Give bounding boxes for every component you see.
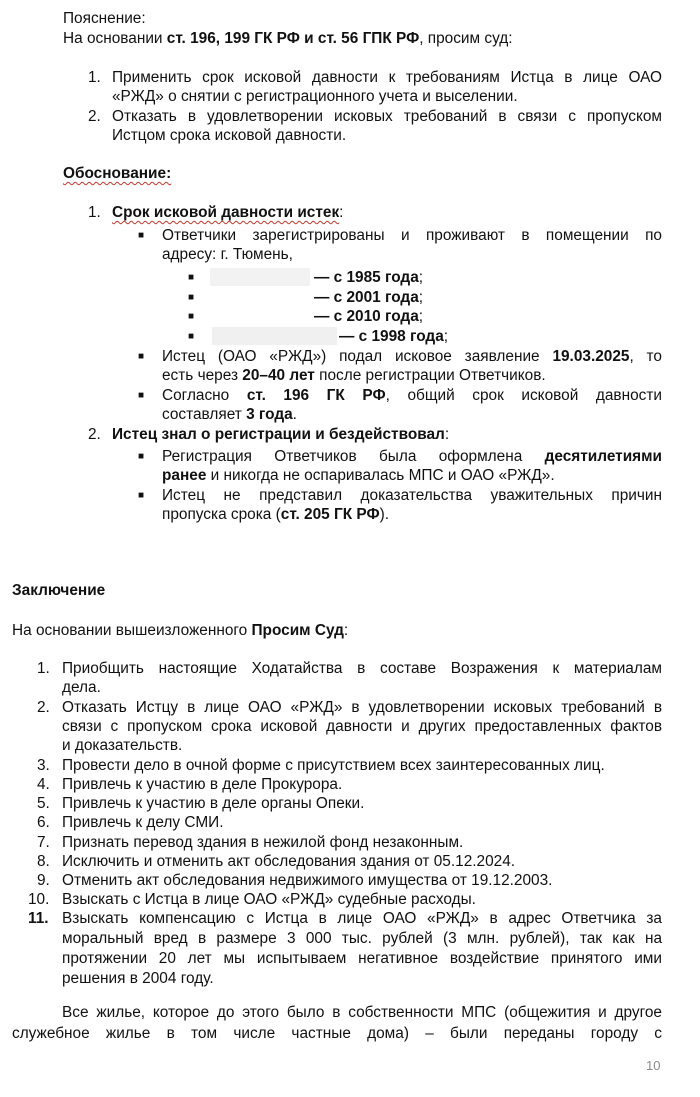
explanation-intro: На основании ст. 196, 199 ГК РФ и ст. 56 ГПК РФ, просим суд: bbox=[63, 30, 513, 47]
conclusion-item-number: 8. bbox=[37, 853, 50, 870]
conclusion-item-text: Отменить акт обследования недвижимого имущества от 19.12.2003. bbox=[62, 872, 553, 889]
conclusion-item-text: протяжении 20 лет мы испытываем негативное воздействие принятого ими bbox=[62, 950, 662, 967]
redaction-box bbox=[212, 327, 337, 345]
redaction-box bbox=[312, 246, 422, 263]
redaction-box bbox=[210, 268, 310, 286]
closing-paragraph: Все жилье, которое до этого было в собственности МПС (общежития и другое bbox=[62, 1004, 662, 1021]
conclusion-item-number: 11. bbox=[28, 910, 49, 927]
conclusion-item-text: Исключить и отменить акт обследования здания от 05.12.2024. bbox=[62, 853, 516, 870]
resident-entry: — с 2010 года; bbox=[314, 308, 424, 325]
bullet-text: Истец не представил доказательства уважительных причин bbox=[162, 487, 662, 504]
bullet-icon: ■ bbox=[138, 351, 145, 362]
section2-title: Истец знал о регистрации и бездействовал: bbox=[112, 426, 450, 443]
conclusion-item-number: 10. bbox=[28, 891, 50, 908]
conclusion-item-number: 7. bbox=[37, 834, 50, 851]
bullet-text: ранее и никогда не оспаривалась МПС и ОАО «РЖД». bbox=[162, 467, 555, 484]
bullet-icon: ■ bbox=[138, 390, 145, 401]
bullet-text: есть через 20–40 лет после регистрации Ответчиков. bbox=[162, 367, 546, 384]
conclusion-item-number: 6. bbox=[37, 814, 50, 831]
explanation-item-text: Применить срок исковой давности к требованиям Истца в лице ОАО bbox=[112, 69, 662, 86]
bullet-text: Истец (ОАО «РЖД») подал исковое заявление 19.03.2025, то bbox=[162, 348, 662, 365]
bullet-text: адресу: г. Тюмень, bbox=[162, 246, 293, 263]
resident-entry: — с 1985 года; bbox=[314, 269, 424, 286]
conclusion-item-number: 3. bbox=[37, 757, 50, 774]
conclusion-item-text: Взыскать компенсацию с Истца в лице ОАО «РЖД» в адрес Ответчика за bbox=[62, 910, 662, 927]
sub-bullet-icon: ■ bbox=[188, 311, 195, 322]
conclusion-item-text: и доказательств. bbox=[62, 737, 183, 754]
explanation-item-text: Истцом срока исковой давности. bbox=[112, 127, 347, 144]
bullet-icon: ■ bbox=[138, 230, 145, 241]
conclusion-title: Заключение bbox=[12, 582, 106, 599]
explanation-title: Пояснение: bbox=[63, 10, 146, 27]
explanation-item-number: 2. bbox=[88, 108, 101, 125]
conclusion-item-text: Привлечь к делу СМИ. bbox=[62, 814, 224, 831]
section-number: 2. bbox=[88, 426, 101, 443]
conclusion-item-number: 2. bbox=[37, 699, 50, 716]
conclusion-item-text: дела. bbox=[62, 679, 101, 696]
conclusion-item-text: моральный вред в размере 3 000 тыс. рублей (3 млн. рублей), так как на bbox=[62, 930, 662, 947]
bullet-text: Согласно ст. 196 ГК РФ, общий срок исковой давности bbox=[162, 387, 662, 404]
explanation-item-text: «РЖД» о снятии с регистрационного учета и выселении. bbox=[112, 88, 518, 105]
explanation-item-text: Отказать в удовлетворении исковых требований в связи с пропуском bbox=[112, 108, 662, 125]
explanation-item-number: 1. bbox=[88, 69, 101, 86]
conclusion-item-number: 4. bbox=[37, 776, 50, 793]
resident-entry: — с 2001 года; bbox=[314, 289, 424, 306]
conclusion-item-text: Привлечь к участию в деле органы Опеки. bbox=[62, 795, 365, 812]
closing-paragraph: служебное жилье в том числе частные дома) – были переданы городу с bbox=[12, 1025, 662, 1042]
conclusion-item-text: Приобщить настоящие Ходатайства в составе Возражения к материалам bbox=[62, 660, 662, 677]
section-number: 1. bbox=[88, 204, 101, 221]
conclusion-item-text: Признать перевод здания в нежилой фонд незаконным. bbox=[62, 834, 464, 851]
bullet-icon: ■ bbox=[138, 490, 145, 501]
page-number: 10 bbox=[646, 1058, 661, 1073]
conclusion-intro: На основании вышеизложенного Просим Суд: bbox=[12, 622, 349, 639]
conclusion-item-number: 1. bbox=[37, 660, 50, 677]
conclusion-item-text: связи с пропуском срока исковой давности и других предоставленных фактов bbox=[62, 718, 662, 735]
conclusion-item-number: 5. bbox=[37, 795, 50, 812]
conclusion-item-text: Взыскать с Истца в лице ОАО «РЖД» судебные расходы. bbox=[62, 891, 476, 908]
resident-entry: — с 1998 года; bbox=[339, 328, 449, 345]
sub-bullet-icon: ■ bbox=[188, 272, 195, 283]
conclusion-item-number: 9. bbox=[37, 872, 50, 889]
sub-bullet-icon: ■ bbox=[188, 331, 195, 342]
conclusion-item-text: Привлечь к участию в деле Прокурора. bbox=[62, 776, 343, 793]
section1-title: Срок исковой давности истек: bbox=[112, 204, 344, 221]
conclusion-item-text: Провести дело в очной форме с присутствием всех заинтересованных лиц. bbox=[62, 757, 605, 774]
conclusion-item-text: решения в 2004 году. bbox=[62, 970, 214, 987]
bullet-text: составляет 3 года. bbox=[162, 406, 297, 423]
bullet-text: Ответчики зарегистрированы и проживают в помещении по bbox=[162, 227, 662, 244]
sub-bullet-icon: ■ bbox=[188, 292, 195, 303]
bullet-text: пропуска срока (ст. 205 ГК РФ). bbox=[162, 506, 390, 523]
bullet-icon: ■ bbox=[138, 451, 145, 462]
conclusion-item-text: Отказать Истцу в лице ОАО «РЖД» в удовлетворении исковых требований в bbox=[62, 699, 662, 716]
justification-title: Обоснование: bbox=[63, 165, 172, 182]
bullet-text: Регистрация Ответчиков была оформлена десятилетиями bbox=[162, 448, 662, 465]
